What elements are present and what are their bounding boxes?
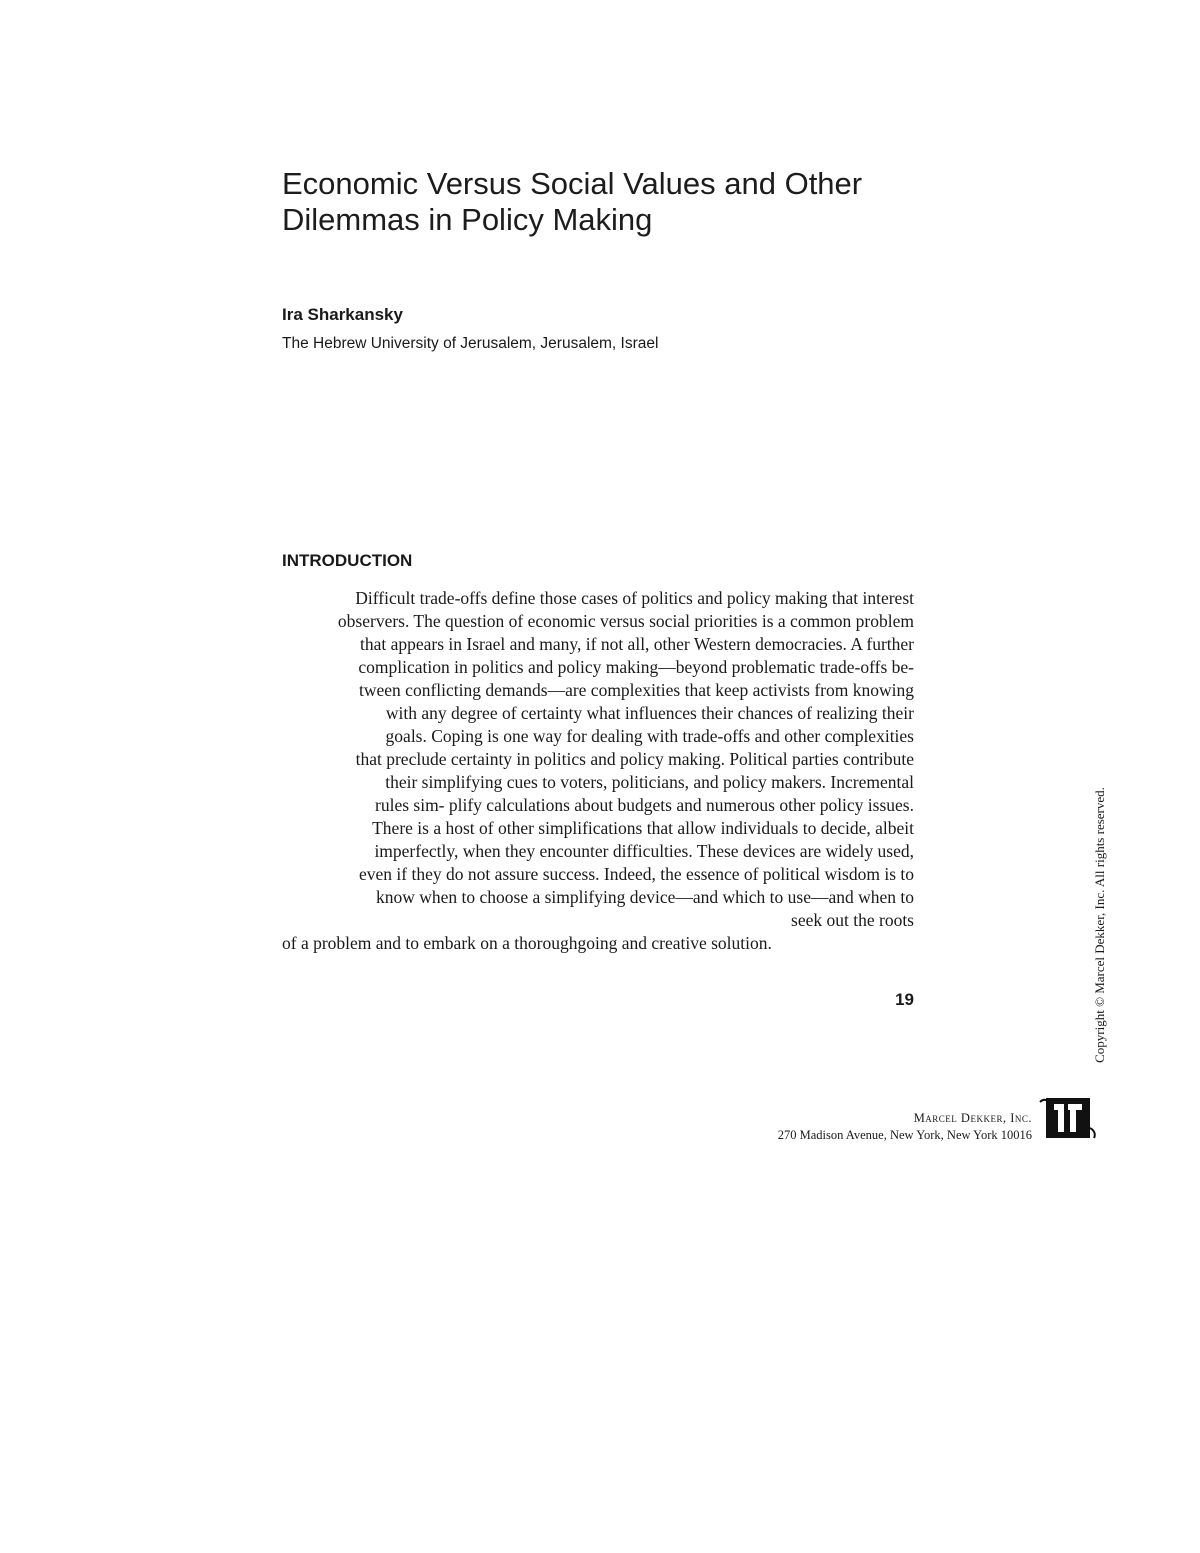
section-heading: INTRODUCTION	[282, 551, 413, 570]
paragraph-line: Difficult trade-offs define those cases of politics and policy making that interest	[355, 588, 914, 608]
publisher-name: Marcel Dekker, Inc.	[913, 1111, 1032, 1125]
introduction-paragraph	[282, 587, 914, 955]
paragraph-line: seek out the roots	[791, 910, 914, 930]
paragraph-line: that appears in Israel and many, if not all, other Western democracies. A further	[359, 634, 914, 654]
paragraph-line: even if they do not assure success. Indeed, the essence of political wisdom is to	[359, 864, 914, 884]
author-affiliation: The Hebrew University of Jerusalem, Jerusalem, Israel	[282, 335, 659, 352]
title-line: Dilemmas in Policy Making	[282, 202, 653, 237]
publisher-imprint	[760, 1110, 1032, 1144]
copyright-sidebar	[1088, 780, 1112, 1070]
author-name: Ira Sharkansky	[282, 305, 403, 324]
paragraph-line: know when to choose a simplifying device—and which to use—and when to	[375, 887, 914, 907]
paragraph-line: goals. Coping is one way for dealing with trade-offs and other complexities	[385, 726, 914, 746]
publisher-logo-icon	[1038, 1094, 1098, 1142]
paragraph-line: tween conflicting demands—are complexities that keep activists from knowing	[359, 680, 914, 700]
paragraph-line: with any degree of certainty what influences their chances of realizing their	[385, 703, 914, 723]
paragraph-line: their simplifying cues to voters, politicians, and policy makers. Incremental	[385, 772, 914, 792]
paragraph-line: complication in politics and policy making—beyond problematic trade-offs be-	[358, 657, 914, 677]
title-line: Economic Versus Social Values and Other	[282, 166, 863, 201]
paragraph-line: imperfectly, when they encounter difficulties. These devices are widely used,	[374, 841, 914, 861]
paragraph-line: There is a host of other simplifications that allow individuals to decide, albeit	[372, 818, 914, 838]
paragraph-line: that preclude certainty in politics and policy making. Political parties contribute	[355, 749, 914, 769]
publisher-logo-graphic	[1038, 1094, 1098, 1142]
publisher-address: 270 Madison Avenue, New York, New York 10016	[777, 1128, 1032, 1142]
paragraph-line: rules sim- plify calculations about budgets and numerous other policy issues.	[375, 795, 914, 815]
paragraph-line: of a problem and to embark on a thoroughgoing and creative solution.	[282, 933, 772, 953]
copyright-notice: Copyright © Marcel Dekker, Inc. All rights reserved.	[1092, 787, 1107, 1063]
paragraph-line: observers. The question of economic versus social priorities is a common problem	[337, 611, 914, 631]
article-title	[282, 166, 982, 238]
page-number: 19	[895, 990, 914, 1009]
